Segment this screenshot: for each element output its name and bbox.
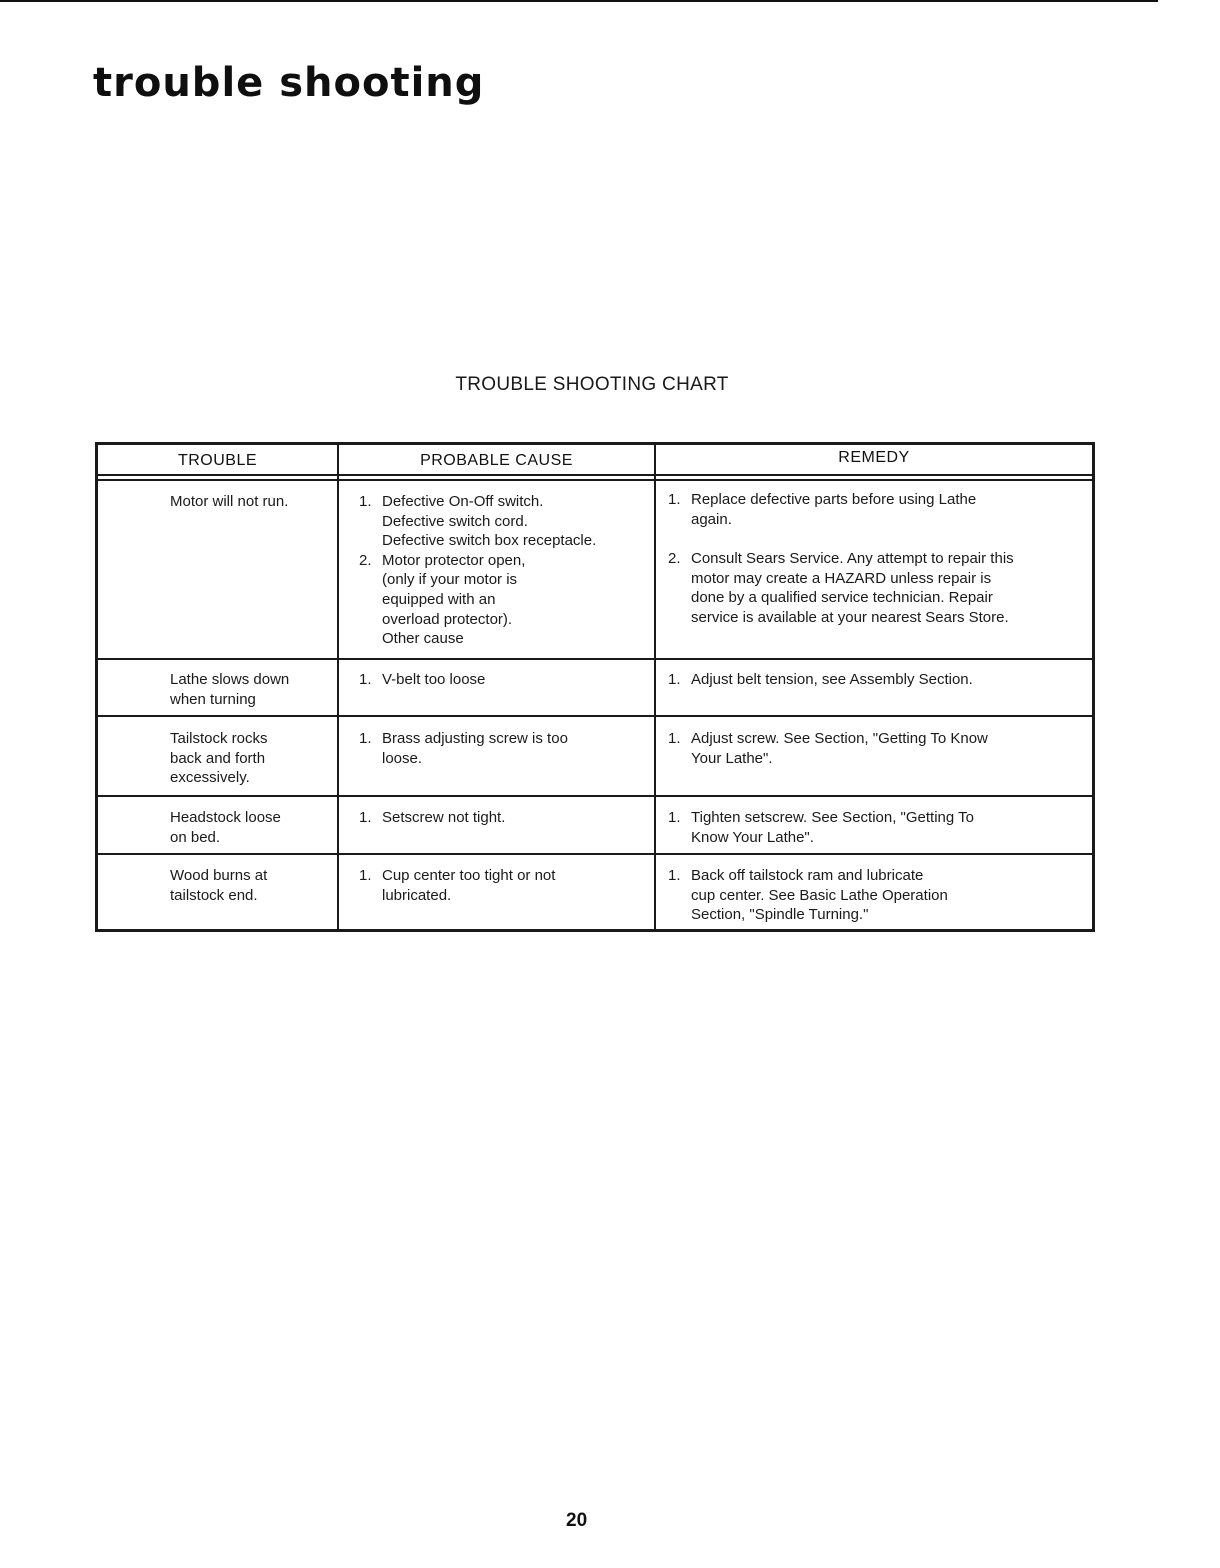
remedy-line: motor may create a HAZARD unless repair is — [691, 569, 992, 587]
cause-item — [359, 808, 651, 828]
trouble-line: Headstock loose — [170, 809, 281, 826]
header-divider — [98, 479, 1092, 481]
remedy-line: Back off tailstock ram and lubricate — [691, 867, 924, 884]
section-heading: trouble shooting — [93, 60, 485, 106]
cause-line: Defective switch cord. — [382, 512, 528, 530]
trouble-shooting-table — [95, 442, 1095, 932]
trouble-line: back and forth — [170, 749, 266, 767]
remedy-line: Adjust screw. See Section, "Getting To Know — [691, 730, 988, 747]
cause-item — [359, 866, 651, 905]
row-4-remedy — [668, 808, 1092, 847]
cause-line: Motor protector open, — [382, 551, 526, 569]
remedy-line: Consult Sears Service. Any attempt to repair this — [691, 550, 1014, 568]
remedy-item — [668, 670, 1092, 690]
row-divider — [98, 715, 1092, 717]
remedy-item — [668, 808, 1092, 847]
header-divider — [98, 474, 1092, 476]
remedy-line: Section, "Spindle Turning." — [691, 906, 869, 924]
cause-item — [359, 729, 651, 768]
row-1-cause — [359, 492, 651, 649]
trouble-line: Motor will not run. — [170, 493, 289, 510]
remedy-item — [668, 549, 1092, 627]
top-rule — [0, 0, 1158, 2]
cause-line: Cup center too tight or not — [382, 867, 556, 884]
remedy-line: done by a qualified service technician. Repair — [691, 589, 993, 607]
remedy-line: Tighten setscrew. See Section, "Getting To — [691, 809, 974, 826]
remedy-item — [668, 866, 1092, 925]
cause-item — [359, 492, 651, 551]
item-number: 1. — [359, 809, 372, 826]
trouble-line: Wood burns at — [170, 867, 268, 884]
item-number: 1. — [668, 671, 681, 688]
row-4-cause — [359, 808, 651, 828]
remedy-line: again. — [691, 510, 732, 528]
remedy-line: Adjust belt tension, see Assembly Section. — [691, 671, 973, 688]
remedy-line: Know Your Lathe". — [691, 828, 814, 846]
cause-item — [359, 670, 651, 690]
item-number: 1. — [668, 867, 681, 884]
header-remedy: REMEDY — [838, 449, 910, 466]
cause-line: overload protector). — [382, 610, 513, 628]
cause-item — [359, 551, 651, 649]
row-3-trouble — [170, 729, 335, 788]
row-2-cause — [359, 670, 651, 690]
column-divider — [337, 445, 339, 929]
trouble-line: on bed. — [170, 828, 221, 846]
item-number: 1. — [359, 867, 372, 884]
column-divider — [654, 445, 656, 929]
item-number: 1. — [359, 671, 372, 688]
item-number: 1. — [668, 491, 681, 508]
trouble-line: tailstock end. — [170, 886, 258, 904]
row-1-remedy — [668, 490, 1092, 628]
row-5-trouble — [170, 866, 335, 905]
trouble-line: Tailstock rocks — [170, 730, 268, 747]
cause-line: equipped with an — [382, 590, 496, 608]
row-divider — [98, 853, 1092, 855]
remedy-item — [668, 729, 1092, 768]
row-2-remedy — [668, 670, 1092, 690]
cause-line: Brass adjusting screw is too — [382, 730, 568, 747]
item-number: 1. — [359, 493, 372, 510]
chart-title: TROUBLE SHOOTING CHART — [455, 374, 729, 395]
cause-line: Other cause — [382, 630, 464, 648]
remedy-line: service is available at your nearest Sears Store. — [691, 608, 1009, 626]
page-number: 20 — [566, 1510, 588, 1531]
row-divider — [98, 658, 1092, 660]
cause-line: Defective switch box receptacle. — [382, 532, 597, 550]
cause-line: (only if your motor is — [382, 571, 518, 589]
header-trouble: TROUBLE — [177, 452, 258, 469]
cause-line: lubricated. — [382, 886, 452, 904]
remedy-line: Your Lathe". — [691, 749, 773, 767]
trouble-line: when turning — [170, 690, 256, 708]
trouble-line: excessively. — [170, 769, 250, 787]
row-4-trouble — [170, 808, 335, 847]
item-number: 1. — [668, 809, 681, 826]
remedy-line: cup center. See Basic Lathe Operation — [691, 886, 948, 904]
row-1-trouble — [170, 492, 335, 512]
row-divider — [98, 795, 1092, 797]
cause-line: Setscrew not tight. — [382, 809, 506, 826]
cause-line: loose. — [382, 749, 423, 767]
row-5-cause — [359, 866, 651, 905]
trouble-line: Lathe slows down — [170, 671, 290, 688]
item-number: 1. — [359, 730, 372, 747]
item-number: 2. — [668, 550, 681, 568]
remedy-line: Replace defective parts before using Lathe — [691, 491, 977, 508]
row-5-remedy — [668, 866, 1092, 925]
item-number: 1. — [668, 730, 681, 747]
row-3-remedy — [668, 729, 1092, 768]
header-probable-cause: PROBABLE CAUSE — [420, 452, 573, 469]
item-number: 2. — [359, 551, 372, 569]
row-2-trouble — [170, 670, 335, 709]
cause-line: Defective On-Off switch. — [382, 493, 544, 510]
cause-line: V-belt too loose — [382, 671, 486, 688]
remedy-item — [668, 490, 1092, 529]
row-3-cause — [359, 729, 651, 768]
